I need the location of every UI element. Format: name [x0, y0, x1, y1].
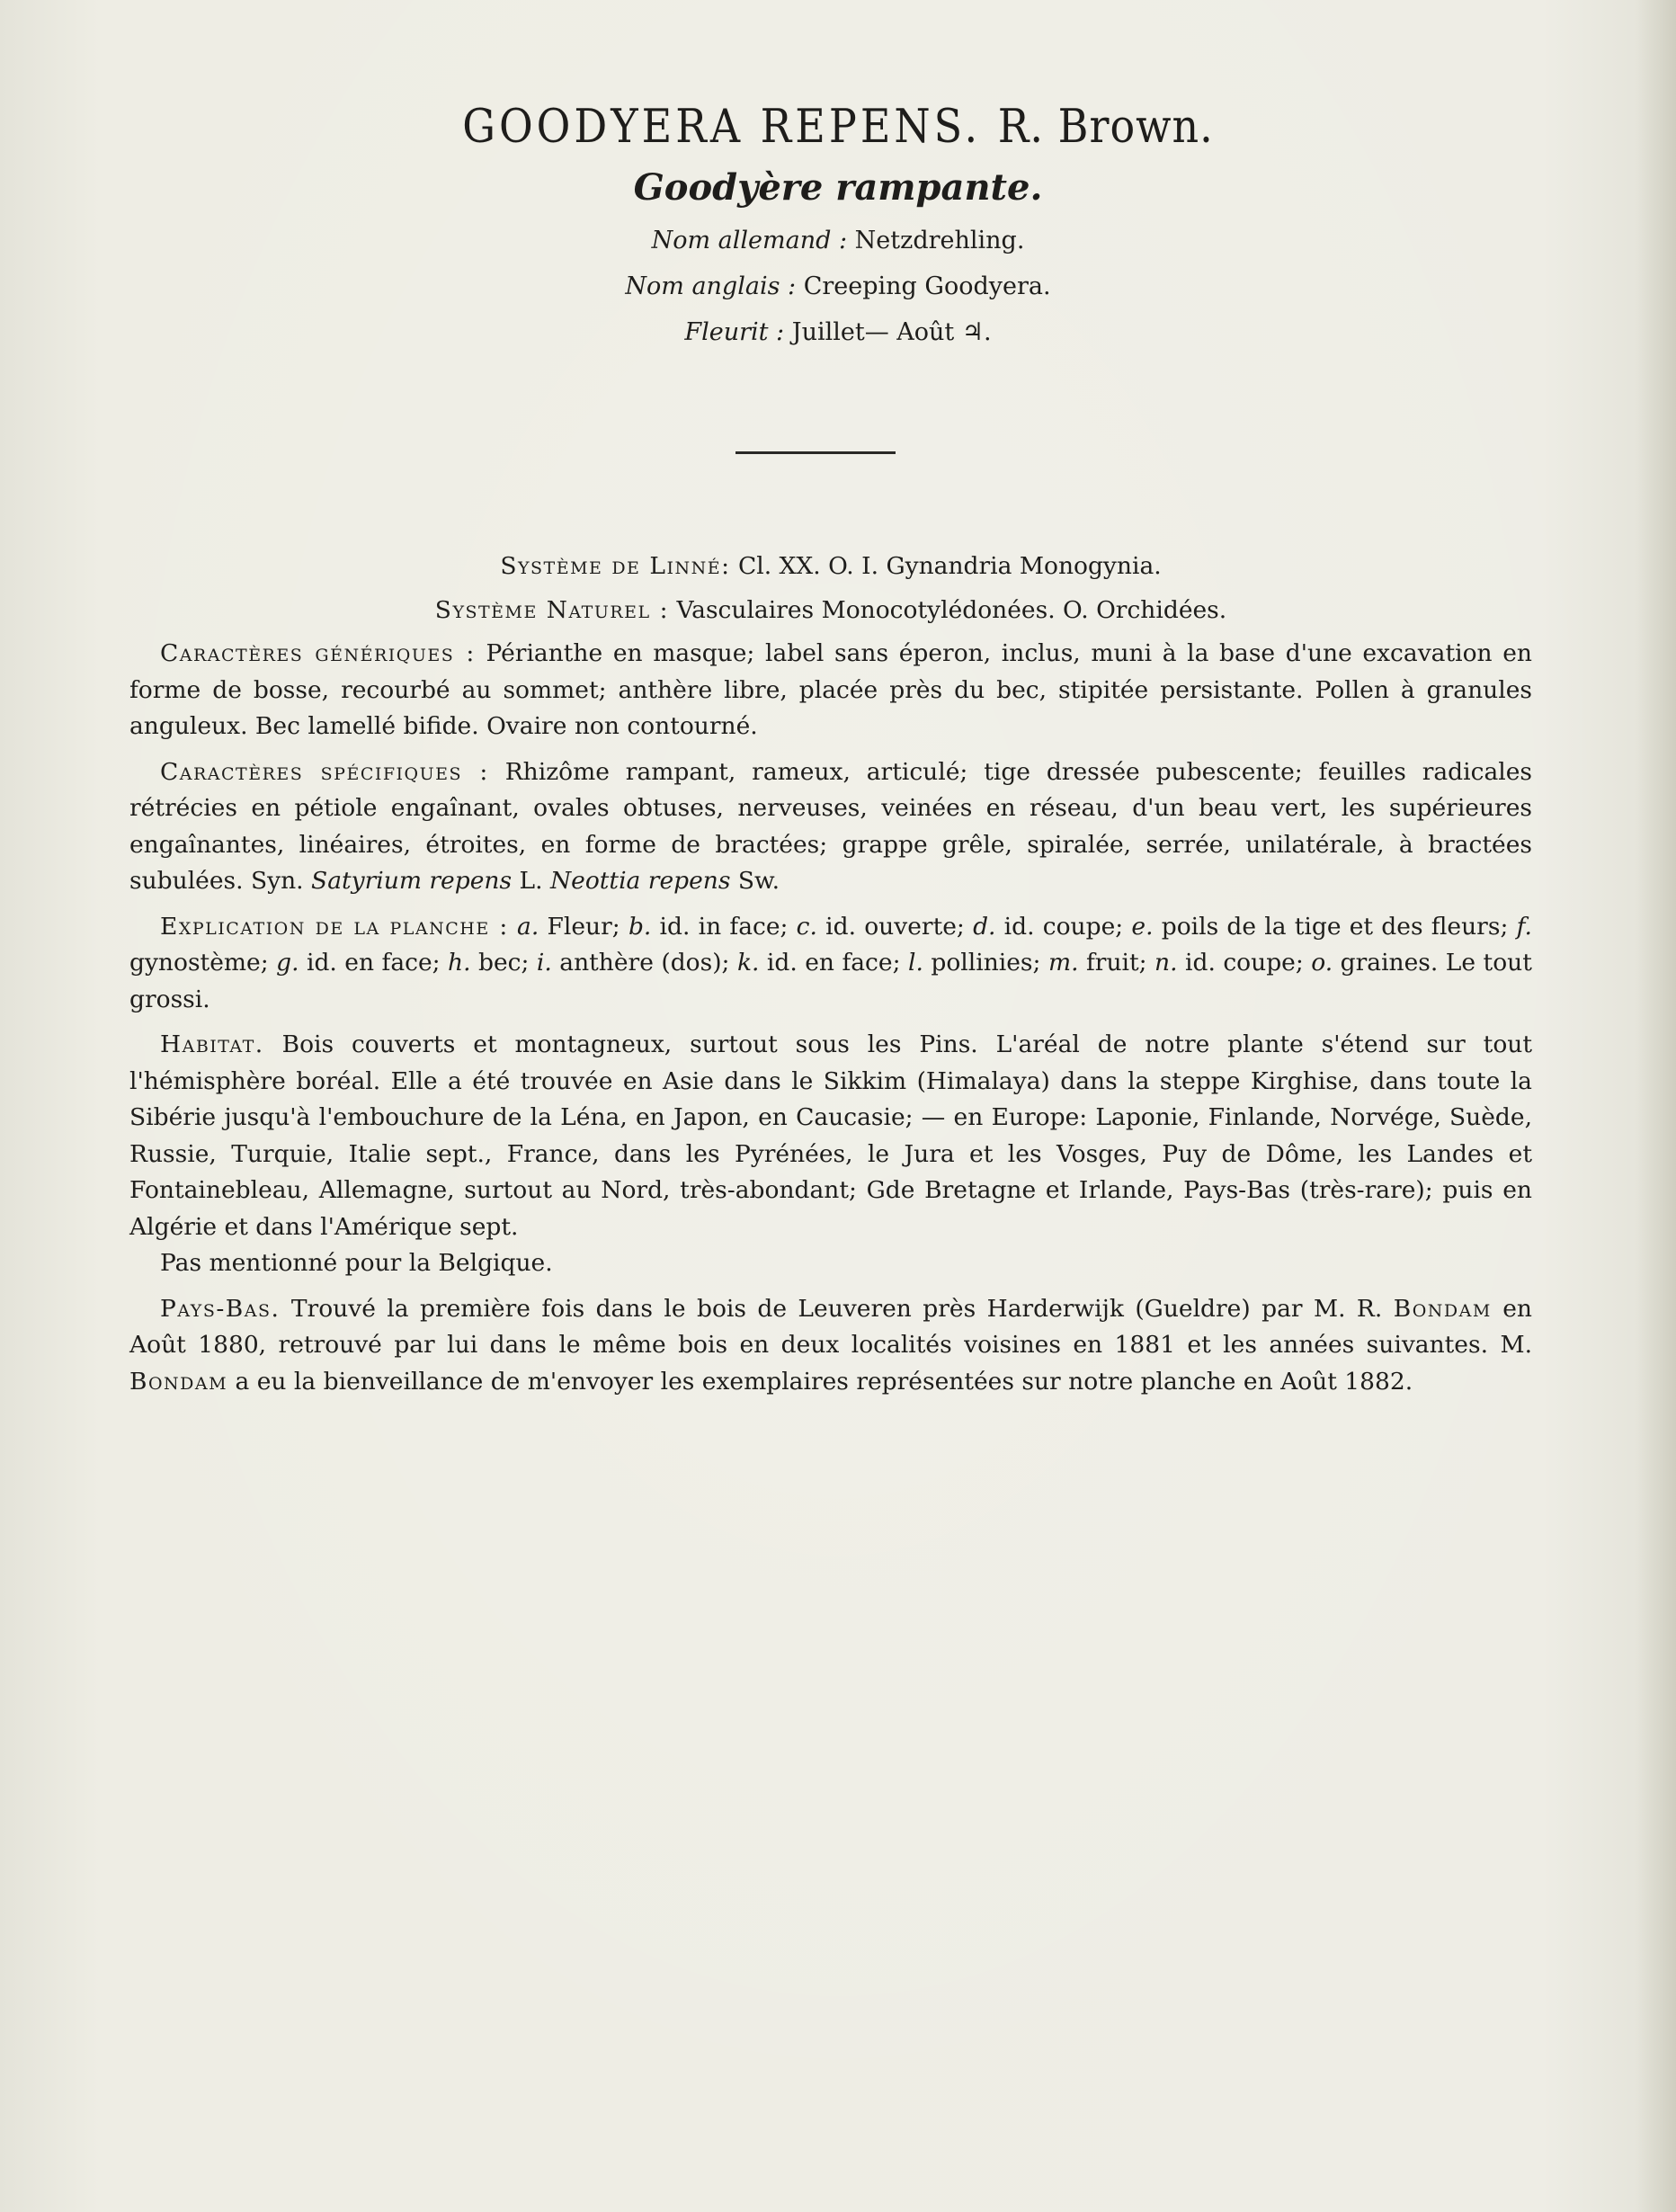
- explication-item: [737, 949, 901, 977]
- synonym-satyrium: Satyrium repens: [311, 867, 513, 895]
- caracteres-specifiques-paragraph: [129, 754, 1532, 900]
- systeme-naturel-label: Système Naturel :: [434, 595, 669, 624]
- explication-item-text: id. coupe;: [1185, 949, 1304, 977]
- page-title: [0, 95, 1676, 156]
- explication-item-text: id. en face;: [306, 949, 441, 977]
- explication-item-text: id. en face;: [766, 949, 901, 977]
- synonym-neottia-author: Sw.: [737, 867, 780, 895]
- explication-item: [1048, 949, 1147, 977]
- explication-item-key: d.: [973, 912, 996, 941]
- explication-item-key: l.: [907, 949, 923, 977]
- explication-item-key: f.: [1516, 912, 1532, 941]
- explication-paragraph: [129, 909, 1532, 1019]
- explication-item: [448, 949, 529, 977]
- explication-item-text: poils de la tige et des fleurs;: [1161, 912, 1509, 941]
- explication-item: [1154, 949, 1304, 977]
- explication-item-key: b.: [628, 912, 652, 941]
- caracteres-generiques-label: Caractères génériques :: [160, 639, 476, 667]
- habitat-note: Pas mentionné pour la Belgique.: [160, 1249, 553, 1277]
- caracteres-specifiques-label: Caractères spécifiques :: [160, 757, 489, 786]
- explication-item-key: a.: [517, 912, 539, 941]
- synonym-satyrium-author: L.: [519, 867, 543, 895]
- explication-item-key: n.: [1154, 949, 1178, 977]
- systeme-linne-line: [129, 549, 1532, 585]
- french-name: Goodyère rampante.: [633, 166, 1043, 209]
- explication-item: [908, 949, 1040, 977]
- explication-item: [276, 949, 440, 977]
- title-author: R. Brown.: [997, 98, 1214, 154]
- explication-item-text: anthère (dos);: [559, 949, 730, 977]
- explication-item-text: id. ouverte;: [825, 912, 965, 941]
- explication-item-key: i.: [536, 949, 552, 977]
- explication-item-text: id. coupe;: [1003, 912, 1124, 941]
- explication-item: [1131, 913, 1508, 941]
- german-name-label: Nom allemand :: [651, 227, 848, 254]
- explication-tail: Le tout grossi.: [129, 949, 1532, 1013]
- explication-item-text: Fleur;: [547, 912, 620, 941]
- collector-name-1: Bondam: [1393, 1294, 1492, 1323]
- explication-item-key: k.: [736, 949, 760, 977]
- explication-item-text: pollinies;: [931, 949, 1041, 977]
- pays-bas-text-2: en Août 1880, retrouvé par lui dans le même bois en deux localités voisines en 1881 et les années suivantes. M.: [129, 1294, 1532, 1359]
- explication-item: [517, 913, 620, 941]
- header-divider: [735, 451, 896, 454]
- systeme-linne-text: Cl. XX. O. I. Gynandria Monogynia.: [737, 552, 1162, 580]
- explication-item-key: g.: [276, 949, 299, 977]
- habitat-text: Bois couverts et montagneux, surtout sous les Pins. L'aréal de notre plante s'étend sur tout l'hémisphère boréal. Elle a été trouvée en Asie dans le Sikkim (Himalaya) dans la steppe Kirghise, dans toute la Sibérie jusqu'à l'embouchure de la Léna, en Japon, en Caucasie; — en Europe: Laponie, Finlande, Norvége, Suède, Russie, Turquie, Italie sept., France, dans les Pyrénées, le Jura et les Vosges, Puy de Dôme, les Landes et Fontainebleau, Allemagne, surtout au Nord, très-abondant; Gde Bretagne et Irlande, Pays-Bas (très-rare); puis en Algérie et dans l'Amérique sept.: [129, 1030, 1532, 1241]
- systeme-naturel-text: Vasculaires Monocotylédonées. O. Orchidées.: [676, 595, 1227, 624]
- english-name-value: Creeping Goodyera.: [803, 272, 1051, 300]
- english-name-label: Nom anglais :: [625, 272, 797, 300]
- header-block: [0, 99, 1676, 355]
- explication-item-text: id. in face;: [659, 912, 789, 941]
- explication-item: [797, 913, 965, 941]
- caracteres-specifiques-text: Rhizôme rampant, rameux, articulé; tige dressée pubescente; feuilles radicales rétrécies en pétiole engaînant, ovales obtuses, nerveuses, veinées en réseau, d'un beau vert, les supérieures engaînantes, linéaires, étroites, en forme de bractées; grappe grêle, spiralée, serrée, unilatérale, à bractées subulées. Syn.: [129, 757, 1532, 895]
- description-body: [129, 549, 1532, 1409]
- explication-item: [628, 913, 789, 941]
- explication-item-text: gynostème;: [129, 949, 269, 977]
- caracteres-generiques-text: Périanthe en masque; label sans éperon, inclus, muni à la base d'une excavation en forme de bosse, recourbé au sommet; anthère libre, placée près du bec, stipitée persistante. Pollen à granules anguleux. Bec lamellé bifide. Ovaire non contourné.: [129, 639, 1532, 740]
- explication-item-key: o.: [1311, 949, 1333, 977]
- explication-item-key: e.: [1131, 912, 1154, 941]
- explication-item-key: h.: [448, 949, 471, 977]
- english-name-line: [0, 263, 1676, 309]
- flowering-label: Fleurit :: [684, 318, 785, 346]
- explication-item-text: bec;: [478, 949, 530, 977]
- explication-item-text: fruit;: [1085, 949, 1147, 977]
- pays-bas-label: Pays-Bas.: [160, 1294, 281, 1323]
- flowering-value: Juillet— Août ♃.: [791, 318, 992, 346]
- systeme-naturel-line: [129, 593, 1532, 629]
- habitat-paragraph: [129, 1027, 1532, 1245]
- collector-name-2: Bondam: [129, 1367, 228, 1396]
- pays-bas-text-1: Trouvé la première fois dans le bois de Leuveren près Harderwijk (Gueldre) par M. R.: [290, 1294, 1383, 1323]
- explication-item-key: c.: [796, 912, 817, 941]
- title-species: GOODYERA REPENS.: [462, 98, 982, 154]
- explication-item: [973, 913, 1123, 941]
- explication-item-text: graines.: [1340, 949, 1439, 977]
- habitat-label: Habitat.: [160, 1030, 264, 1058]
- systeme-linne-label: Système de Linné:: [500, 552, 731, 580]
- explication-item-key: m.: [1048, 949, 1079, 977]
- pays-bas-paragraph: [129, 1291, 1532, 1401]
- german-name-value: Netzdrehling.: [854, 227, 1025, 254]
- flowering-line: [0, 309, 1676, 355]
- german-name-line: [0, 218, 1676, 263]
- synonym-neottia: Neottia repens: [549, 867, 731, 895]
- explication-label: Explication de la planche :: [160, 912, 509, 941]
- explication-item: [537, 949, 730, 977]
- caracteres-generiques-paragraph: [129, 636, 1532, 745]
- explication-item: [1311, 949, 1438, 977]
- pays-bas-text-3: a eu la bienveillance de m'envoyer les exemplaires représentées sur notre planche en Août 1882.: [235, 1367, 1413, 1396]
